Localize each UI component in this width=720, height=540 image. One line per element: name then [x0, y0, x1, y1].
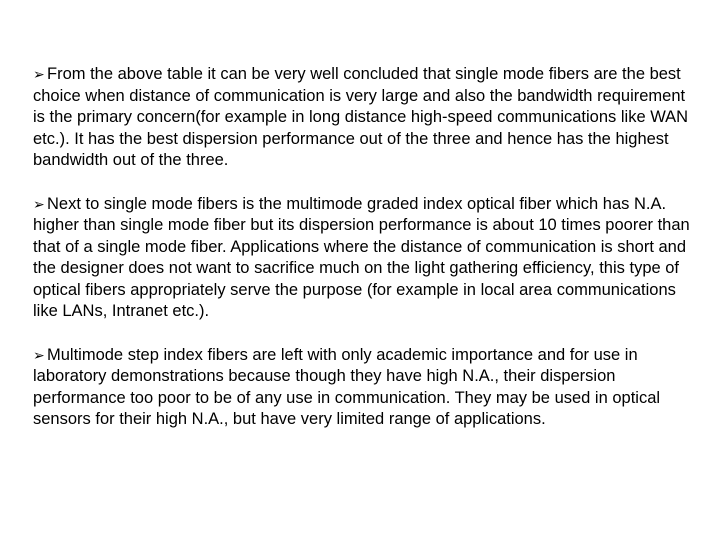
bullet-text: Next to single mode fibers is the multimode graded index optical fiber which has N.A. higher than single mode fiber but its dispersion performance is about 10 times poorer than that of a single mode fiber. Applications where the distance of communication is short and the designer does not want to sacrifice much on the light gathering efficiency, this type of optical fibers appropriately serve the purpose (for example in local area communications like LANs, Intranet etc.).: [33, 194, 690, 320]
bullet-list: [33, 64, 693, 453]
bullet-text: Multimode step index fibers are left with only academic importance and for use in laboratory demonstrations because though they have high N.A., their dispersion performance too poor to be of any use in communication. They may be used in optical sensors for their high N.A., but have very limited range of applications.: [33, 345, 661, 428]
arrowhead-bullet-icon: ➢: [33, 195, 45, 212]
bullet-item-graded-index: [33, 194, 693, 323]
bullet-item-single-mode: [33, 64, 693, 172]
bullet-text: From the above table it can be very well concluded that single mode fibers are the best choice when distance of communication is very large and also the bandwidth requirement is the primary concern(for example in long distance high-speed communications like WAN etc.). It has the best dispersion performance out of the three and hence has the highest bandwidth out of the three.: [33, 65, 689, 169]
arrowhead-bullet-icon: ➢: [33, 66, 45, 82]
bullet-item-step-index: [33, 345, 693, 431]
arrowhead-bullet-icon: ➢: [33, 346, 45, 363]
